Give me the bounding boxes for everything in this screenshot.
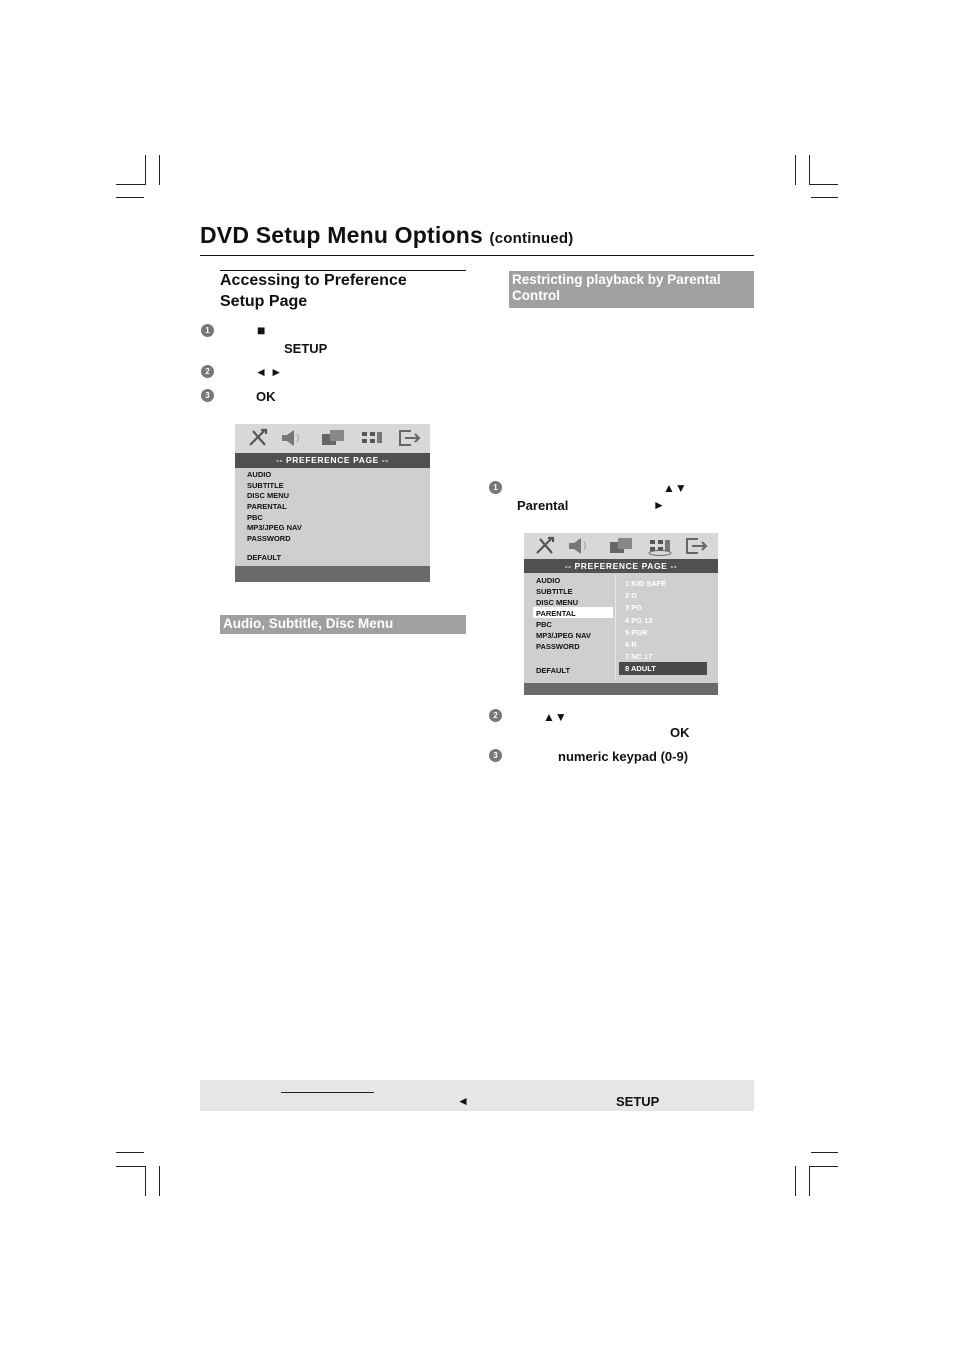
osd-footer-bar <box>235 566 430 582</box>
preference-icon <box>360 428 384 448</box>
footer-setup-label: SETUP <box>616 1094 660 1109</box>
crop-mark <box>159 155 160 185</box>
ok-label: OK <box>670 725 690 740</box>
osd-option-adult[interactable]: 8 ADULT <box>625 664 656 673</box>
section-heading-preference <box>220 270 407 312</box>
speaker-icon <box>280 428 304 448</box>
stop-icon: ■ <box>257 322 266 338</box>
up-down-arrows-icon: ▲▼ <box>543 710 567 724</box>
page-subtitle: (continued) <box>489 230 574 247</box>
osd-option-pgr[interactable]: 5 PGR <box>625 628 648 637</box>
crop-mark <box>145 155 146 185</box>
step-number-2: 2 <box>201 365 214 378</box>
osd-item-audio[interactable]: AUDIO <box>536 576 561 585</box>
osd-item-audio[interactable]: AUDIO <box>247 470 272 479</box>
up-down-arrows-icon: ▲▼ <box>663 481 687 495</box>
footer-band <box>200 1080 754 1111</box>
exit-icon <box>397 428 421 448</box>
crop-mark <box>159 1166 160 1196</box>
crop-mark <box>145 1166 146 1196</box>
step-number-1: 1 <box>201 324 214 337</box>
crop-mark <box>116 1152 144 1153</box>
crop-mark <box>795 155 796 185</box>
crop-mark <box>809 155 810 185</box>
osd-option-r[interactable]: 6 R <box>625 640 637 649</box>
crop-mark <box>811 1152 838 1153</box>
page-title <box>200 222 573 249</box>
crop-mark <box>809 1166 838 1167</box>
step-number-1: 1 <box>489 481 502 494</box>
heading-line: Setup Page <box>220 293 308 310</box>
right-arrow-icon: ► <box>653 498 665 512</box>
osd-page-header: -- PREFERENCE PAGE -- <box>524 559 718 573</box>
osd-item-disc-menu[interactable]: DISC MENU <box>536 598 579 607</box>
ok-label: OK <box>256 389 276 404</box>
osd-option-kid-safe[interactable]: 1 KID SAFE <box>625 579 667 588</box>
step-number-2: 2 <box>489 709 502 722</box>
osd-item-mp3-jpeg-nav[interactable]: MP3/JPEG NAV <box>536 631 591 640</box>
osd-footer-bar <box>524 683 718 695</box>
osd-item-default[interactable]: DEFAULT <box>247 553 282 562</box>
tools-icon <box>247 428 271 448</box>
setup-label: SETUP <box>284 341 328 356</box>
section-heading-parental-control: Restricting playback by Parental Control <box>509 271 754 308</box>
crop-mark <box>116 184 146 185</box>
osd-icon-bar <box>524 533 718 559</box>
preference-icon <box>648 536 672 556</box>
exit-icon <box>684 536 708 556</box>
parental-label: Parental <box>517 498 569 513</box>
osd-item-default[interactable]: DEFAULT <box>536 666 571 675</box>
osd-page-header: -- PREFERENCE PAGE -- <box>235 453 430 468</box>
osd-item-parental[interactable]: PARENTAL <box>247 502 287 511</box>
crop-mark <box>811 197 838 198</box>
osd-item-password[interactable]: PASSWORD <box>536 642 580 651</box>
osd-item-pbc[interactable]: PBC <box>247 513 263 522</box>
numeric-keypad-label: numeric keypad (0-9) <box>558 749 689 764</box>
osd-item-pbc[interactable]: PBC <box>536 620 552 629</box>
osd-item-subtitle[interactable]: SUBTITLE <box>247 481 284 490</box>
left-arrow-icon: ◄ <box>457 1094 469 1108</box>
left-right-arrows-icon: ◄ ► <box>255 365 283 379</box>
osd-column-divider <box>615 575 616 680</box>
step-number-3: 3 <box>489 749 502 762</box>
osd-icon-bar <box>235 424 430 453</box>
title-divider <box>200 255 754 256</box>
step-number-3: 3 <box>201 389 214 402</box>
osd-item-parental[interactable]: PARENTAL <box>536 609 576 618</box>
osd-item-disc-menu[interactable]: DISC MENU <box>247 491 290 500</box>
crop-mark <box>809 184 838 185</box>
page-title-text: DVD Setup Menu Options <box>200 222 483 248</box>
video-icon <box>609 536 633 556</box>
video-icon <box>321 428 345 448</box>
crop-mark <box>116 1166 146 1167</box>
footer-underline <box>281 1092 374 1093</box>
osd-option-g[interactable]: 2 G <box>625 591 638 600</box>
heading-line: Accessing to Preference <box>220 272 407 289</box>
osd-item-mp3-jpeg-nav[interactable]: MP3/JPEG NAV <box>247 523 302 532</box>
section-heading-audio-subtitle-disc-menu: Audio, Subtitle, Disc Menu <box>220 615 466 634</box>
osd-item-password[interactable]: PASSWORD <box>247 534 291 543</box>
osd-option-pg[interactable]: 3 PG <box>625 603 643 612</box>
crop-mark <box>809 1166 810 1196</box>
speaker-icon <box>567 536 591 556</box>
osd-item-subtitle[interactable]: SUBTITLE <box>536 587 573 596</box>
osd-option-nc17[interactable]: 7 NC 17 <box>625 652 653 661</box>
osd-option-pg13[interactable]: 4 PG 13 <box>625 616 653 625</box>
crop-mark <box>795 1166 796 1196</box>
crop-mark <box>116 197 144 198</box>
osd-parental-screen <box>524 533 718 695</box>
osd-preference-screen <box>235 424 430 582</box>
tools-icon <box>534 536 558 556</box>
